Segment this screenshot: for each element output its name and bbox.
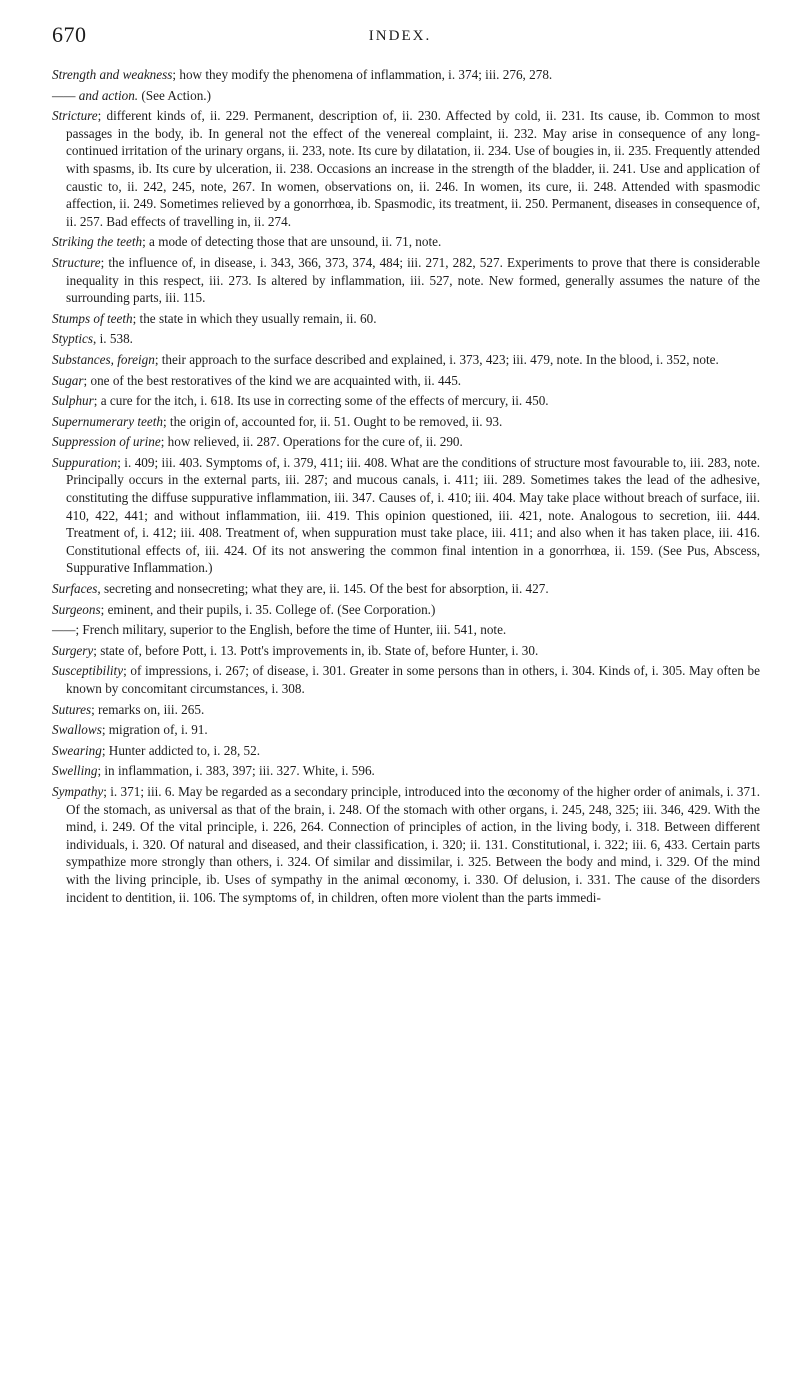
entry-headword: Strength and weakness — [52, 67, 173, 82]
entry-headword: Striking the teeth — [52, 234, 143, 250]
index-entry — [52, 642, 760, 660]
index-entry — [52, 66, 760, 84]
index-entry — [52, 372, 760, 390]
index-entry — [52, 762, 760, 780]
entry-headword: Swelling — [52, 763, 98, 779]
entry-headword: Sympathy — [52, 783, 104, 799]
index-entry — [52, 87, 760, 105]
index-entry — [52, 351, 760, 369]
running-head: INDEX. — [368, 28, 432, 44]
index-entry — [52, 254, 760, 307]
entry-text: ; French military, superior to the English, before the time of Hunter, iii. 541, note. — [75, 622, 507, 638]
entry-text: ; a mode of detecting those that are unsound, ii. 71, note. — [142, 234, 442, 250]
entry-headword: —— and action. — [52, 87, 139, 103]
entry-headword: Sutures — [52, 701, 92, 717]
entry-text: ; of impressions, i. 267; of disease, i. 301. Greater in some persons than in others, i. 304. Kinds of, i. 305. May often be known by concomitant circumstances, i. 308. — [66, 663, 760, 696]
entry-headword: Swallows — [52, 722, 102, 738]
index-entry — [52, 783, 760, 906]
index-entry — [52, 621, 760, 639]
entry-headword: Surfaces — [52, 581, 98, 597]
page-number: 670 — [52, 22, 87, 47]
entry-text: ; the origin of, accounted for, ii. 51. Ought to be removed, ii. 93. — [162, 413, 503, 429]
entry-headword: Swearing — [52, 742, 102, 758]
entry-headword: Styptics — [52, 331, 94, 347]
entry-text: ; state of, before Pott, i. 13. Pott's improvements in, ib. State of, before Hunter, i. 30. — [93, 642, 539, 658]
entry-headword: Surgery — [52, 642, 94, 658]
entry-text: ; i. 371; iii. 6. May be regarded as a secondary principle, introduced into the œconomy of the higher order of animals, i. 371. Of the stomach, as universal as that of the brain, i. 248. Of the stomach with other organs, i. 245, 248, 325; iii. 346, 429. With the mind, i. 249. Of the vital principle, i. 226, 264. Connection of principles of action, in the living body, i. 318. Between different individuals, i. 320. Of natural and diseased, and their classification, i. 320; ii. 131. Constitutional, i. 322; iii. 6, 433. Certain parts sympathize more strongly than others, i. 324. Of similar and dissimilar, i. 325. Between the body and mind, i. 329. Of the mind with the living principle, ib. Uses of sympathy in the animal œconomy, i. 330. Of delusion, i. 331. The cause of the disorders incident to dentition, ii. 106. The symptoms of, in children, often more violent than the parts immedi- — [66, 783, 760, 905]
entry-text: ; remarks on, iii. 265. — [91, 701, 205, 717]
index-entry — [52, 233, 760, 251]
index-entry — [52, 107, 760, 230]
entry-headword: Susceptibility — [52, 663, 124, 679]
entry-headword: Sugar — [52, 372, 84, 388]
index-entry — [52, 601, 760, 619]
entry-headword: Substances, foreign — [52, 351, 155, 367]
index-entry — [52, 330, 760, 348]
entry-text: ; a cure for the itch, i. 618. Its use in correcting some of the effects of mercury, ii. 450. — [93, 393, 549, 409]
index-entry — [52, 721, 760, 739]
entry-text: ; in inflammation, i. 383, 397; iii. 327. White, i. 596. — [97, 763, 375, 779]
entry-text: ; one of the best restoratives of the kind we are acquainted with, ii. 445. — [83, 372, 462, 388]
entry-text: ; migration of, i. 91. — [101, 722, 208, 738]
entry-headword: Suppression of urine — [52, 434, 161, 450]
index-entry — [52, 392, 760, 410]
index-entry — [52, 433, 760, 451]
entry-text: ; the state in which they usually remain, ii. 60. — [132, 310, 377, 326]
index-entry — [52, 701, 760, 719]
entry-text: (See Action.) — [138, 87, 211, 103]
index-entry — [52, 454, 760, 577]
entry-text: , secreting and nonsecreting; what they are, ii. 145. Of the best for absorption, ii. 427. — [97, 581, 549, 597]
entry-headword: —— — [52, 622, 76, 638]
entry-headword: Sulphur — [52, 393, 94, 409]
entry-headword: Stumps of teeth — [52, 310, 133, 326]
entry-text: ; Hunter addicted to, i. 28, 52. — [101, 742, 261, 758]
entry-headword: Surgeons — [52, 601, 101, 617]
index-entry — [52, 662, 760, 697]
index-entry — [52, 580, 760, 598]
entry-headword: Supernumerary teeth — [52, 413, 163, 429]
entry-headword: Suppuration — [52, 454, 118, 470]
entry-text: ; eminent, and their pupils, i. 35. College of. (See Corporation.) — [100, 601, 436, 617]
index-entry — [52, 413, 760, 431]
index-entry — [52, 742, 760, 760]
entry-text: ; their approach to the surface described and explained, i. 373, 423; iii. 479, note. In the blood, i. 352, note. — [154, 351, 719, 367]
entry-text: , i. 538. — [93, 331, 133, 347]
entry-text: ; different kinds of, ii. 229. Permanent, description of, ii. 230. Affected by cold, ii. 231. Its cause, ib. Common to most passages in the body, ib. In general not the effect of the venereal complaint, ii. 232. May arise in consequence of any long-continued irritation of the urinary organs, ii. 233, note. Its cure by dilatation, ii. 234. Use of bougies in, ii. 235. Frequently attended with spasms, ib. Its cure by ulceration, ii. 238. Occasions an increase in the strength of the bladder, ii. 241. Use and application of caustic to, ii. 242, 245, note, 267. In women, observations on, ii. 246. In women, its cure, ii. 248. Attended with spasmodic affection, ii. 249. Sometimes relieved by a gonorrhœa, ib. Spasmodic, its treatment, ii. 250. Permanent, diseases in consequence of, ii. 257. Bad effects of travelling in, ii. 274. — [66, 108, 760, 229]
entry-text: ; how relieved, ii. 287. Operations for the cure of, ii. 290. — [160, 434, 463, 450]
entry-headword: Structure — [52, 254, 101, 270]
entry-headword: Stricture — [52, 108, 98, 124]
entry-text: ; i. 409; iii. 403. Symptoms of, i. 379, 411; iii. 408. What are the conditions of structure most favourable to, iii. 283, note. Principally occurs in the external parts, iii. 287; and mucous canals, i. 411; iii. 289. Sometimes takes the lead of the adhesive, constituting the diffuse suppurative inflammation, iii. 347. Causes of, i. 410; iii. 404. May take place without breach of surface, iii. 410, 422, 441; and without inflammation, iii. 419. This opinion questioned, iii. 421, note. Analogous to secretion, iii. 444. Treatment of, i. 412; iii. 408. Treatment of, when suppuration must take place, iii. 411; and also when it has taken place, iii. 416. Constitutional effects of, iii. 424. Of its not answering the common final intention in a gonorrhœa, ii. 159. (See Pus, Abscess, Suppurative Inflammation.) — [66, 454, 760, 576]
index-body — [52, 66, 760, 909]
entry-text: ; how they modify the phenomena of inflammation, i. 374; iii. 276, 278. — [172, 67, 553, 82]
index-entry — [52, 310, 760, 328]
entry-text: ; the influence of, in disease, i. 343, 366, 373, 374, 484; iii. 271, 282, 527. Experiments to prove that there is considerable inequality in this respect, iii. 273. Is altered by inflammation, iii. 527, note. New formed, generally assumes the nature of the surrounding parts, iii. 115. — [66, 254, 760, 306]
